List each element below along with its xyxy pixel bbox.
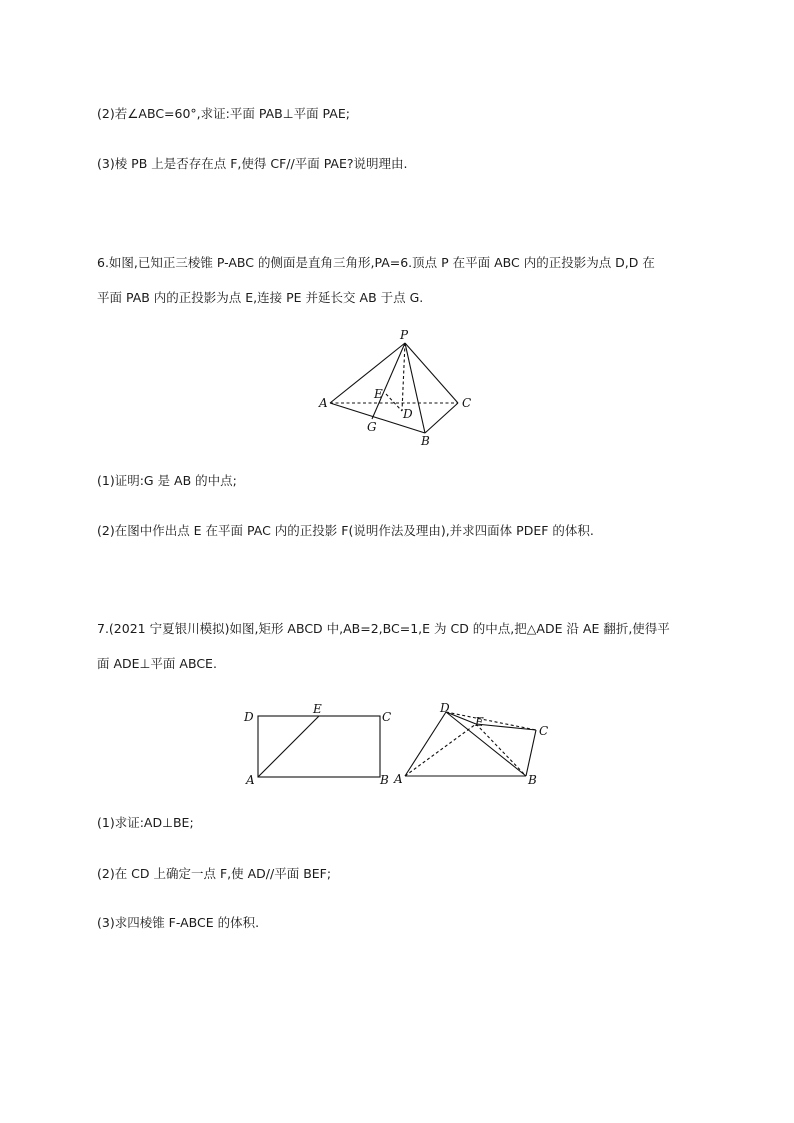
segment-DC	[446, 712, 536, 730]
q7-part2: (2)在 CD 上确定一点 F,使 AD//平面 BEF;	[97, 866, 332, 881]
label-E: E	[313, 702, 322, 716]
label-P: P	[400, 328, 409, 342]
label-A: A	[394, 772, 403, 786]
q7-part3: (3)求四棱锥 F-ABCE 的体积.	[97, 915, 260, 930]
edge-PA	[330, 343, 405, 403]
label-C: C	[462, 396, 472, 410]
edge-DB	[446, 712, 526, 776]
segment-EB	[476, 724, 526, 776]
q7-stem-line1: 7.(2021 宁夏银川模拟)如图,矩形 ABCD 中,AB=2,BC=1,E 为 CD 的中点,把△ADE 沿 AE 翻折,使得平	[97, 621, 670, 636]
label-E: E	[374, 387, 383, 401]
label-A: A	[319, 396, 328, 410]
label-C: C	[382, 710, 392, 724]
segment-AE	[258, 716, 319, 777]
label-D: D	[244, 710, 254, 724]
label-B: B	[421, 434, 430, 448]
q5-part3: (3)棱 PB 上是否存在点 F,使得 CF//平面 PAE?说明理由.	[97, 156, 408, 171]
q5-part2: (2)若∠ABC=60°,求证:平面 PAB⊥平面 PAE;	[97, 106, 350, 121]
q6-part2: (2)在图中作出点 E 在平面 PAC 内的正投影 F(说明作法及理由),并求四面体 PDEF 的体积.	[97, 523, 594, 538]
edge-AD	[405, 712, 446, 776]
segment-ED	[386, 394, 402, 411]
edge-EC	[476, 724, 536, 730]
label-B: B	[380, 773, 389, 787]
q6-part1: (1)证明:G 是 AB 的中点;	[97, 473, 237, 488]
edge-BC	[425, 403, 458, 433]
label-E: E	[475, 715, 484, 729]
rectangle-figure	[240, 700, 400, 790]
q7-stem-line2: 面 ADE⊥平面 ABCE.	[97, 656, 217, 671]
q6-stem-line2: 平面 PAB 内的正投影为点 E,连接 PE 并延长交 AB 于点 G.	[97, 290, 424, 305]
segment-PD	[402, 343, 405, 411]
q6-stem-line1: 6.如图,已知正三棱锥 P-ABC 的侧面是直角三角形,PA=6.顶点 P 在平面 ABC 内的正投影为点 D,D 在	[97, 255, 655, 270]
segment-AE	[405, 724, 476, 776]
label-B: B	[528, 773, 537, 787]
label-D: D	[403, 407, 413, 421]
edge-DE	[446, 712, 476, 724]
segment-PG	[372, 343, 405, 419]
label-D: D	[440, 701, 450, 715]
pyramid-figure	[310, 325, 480, 450]
label-A: A	[246, 773, 255, 787]
q7-part1: (1)求证:AD⊥BE;	[97, 815, 194, 830]
rectangle-ABCD	[258, 716, 380, 777]
edge-CB	[526, 730, 536, 776]
edge-PC	[405, 343, 458, 403]
label-G: G	[367, 420, 377, 434]
folded-figure	[390, 700, 560, 790]
label-C: C	[539, 724, 549, 738]
